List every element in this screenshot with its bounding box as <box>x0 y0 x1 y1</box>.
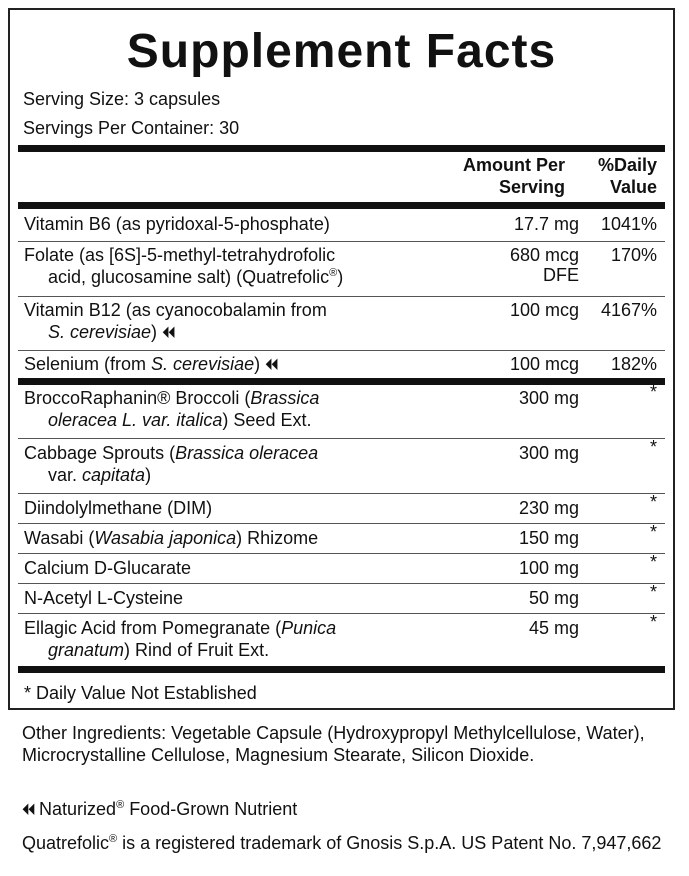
panel-title: Supplement Facts <box>126 25 557 78</box>
row-divider <box>18 241 665 242</box>
ingredient-amount: 45 mg <box>528 618 579 638</box>
ingredient-dv: * <box>649 437 657 457</box>
ingredient-name: Calcium D-Glucarate <box>24 558 192 578</box>
naturized-note: ⏴⏴ Naturized® Food-Grown Nutrient <box>22 799 298 819</box>
thick-rule-top <box>18 145 665 152</box>
ingredient-amount: 230 mg <box>518 498 579 518</box>
daily-value-footnote: * Daily Value Not Established <box>24 683 257 703</box>
nutrient-dv: 170% <box>610 245 657 265</box>
ingredient-amount: 300 mg <box>518 443 579 463</box>
nutrient-amount: 680 mcg DFE <box>509 245 579 285</box>
nutrient-name: Vitamin B6 (as pyridoxal-5-phosphate) <box>24 214 330 234</box>
nutrient-amount: 17.7 mg <box>513 214 579 234</box>
naturized-icon: ⏴⏴ <box>265 357 278 374</box>
ingredient-amount: 150 mg <box>518 528 579 548</box>
row-divider <box>18 350 665 351</box>
thick-rule-bottom <box>18 666 665 673</box>
ingredient-dv: * <box>649 492 657 512</box>
serving-size: Serving Size: 3 capsules <box>23 89 221 109</box>
ingredient-amount: 100 mg <box>518 558 579 578</box>
trademark-note: Quatrefolic® is a registered trademark of Gnosis S.p.A. US Patent No. 7,947,662 <box>22 833 662 853</box>
ingredient-name: Ellagic Acid from Pomegranate (Punica granatum) Rind of Fruit Ext. <box>24 618 337 660</box>
ingredient-amount: 50 mg <box>528 588 579 608</box>
ingredient-dv: * <box>649 522 657 542</box>
ingredient-dv: * <box>649 382 657 402</box>
naturized-icon: ⏴⏴ <box>162 325 175 342</box>
nutrient-amount: 100 mcg <box>509 300 579 320</box>
servings-per-container: Servings Per Container: 30 <box>23 118 240 138</box>
header-amount: Amount Per Serving <box>462 155 565 197</box>
header-daily-value: %Daily Value <box>597 155 657 197</box>
ingredient-dv: * <box>649 612 657 632</box>
nutrient-name: Selenium (from S. cerevisiae) ⏴⏴ <box>24 354 278 374</box>
nutrient-name: Vitamin B12 (as cyanocobalamin from S. cerevisiae) ⏴⏴ <box>24 300 327 342</box>
ingredient-name: Wasabi (Wasabia japonica) Rhizome <box>24 528 319 548</box>
other-ingredients: Other Ingredients: Vegetable Capsule (Hydroxypropyl Methylcellulose, Water), Microcrystalline Cellulose, Magnesium Stearate, Silicon Dioxide. <box>22 723 645 765</box>
nutrient-dv: 182% <box>610 354 657 374</box>
row-divider <box>18 296 665 297</box>
ingredient-dv: * <box>649 552 657 572</box>
ingredient-name: Diindolylmethane (DIM) <box>24 498 213 518</box>
ingredient-name: N-Acetyl L-Cysteine <box>24 588 184 608</box>
ingredient-name: Cabbage Sprouts (Brassica oleracea var. capitata) <box>24 443 319 485</box>
ingredient-dv: * <box>649 582 657 602</box>
nutrient-dv: 4167% <box>600 300 657 320</box>
naturized-icon: ⏴⏴ <box>22 802 35 819</box>
nutrient-amount: 100 mcg <box>509 354 579 374</box>
supplement-facts-panel <box>8 8 675 710</box>
ingredient-amount: 300 mg <box>518 388 579 408</box>
thick-rule-header <box>18 202 665 209</box>
nutrient-dv: 1041% <box>600 214 657 234</box>
nutrient-name: Folate (as [6S]-5-methyl-tetrahydrofolic acid, glucosamine salt) (Quatrefolic®) <box>24 245 344 287</box>
ingredient-name: BroccoRaphanin® Broccoli (Brassica oleracea L. var. italica) Seed Ext. <box>24 388 320 430</box>
